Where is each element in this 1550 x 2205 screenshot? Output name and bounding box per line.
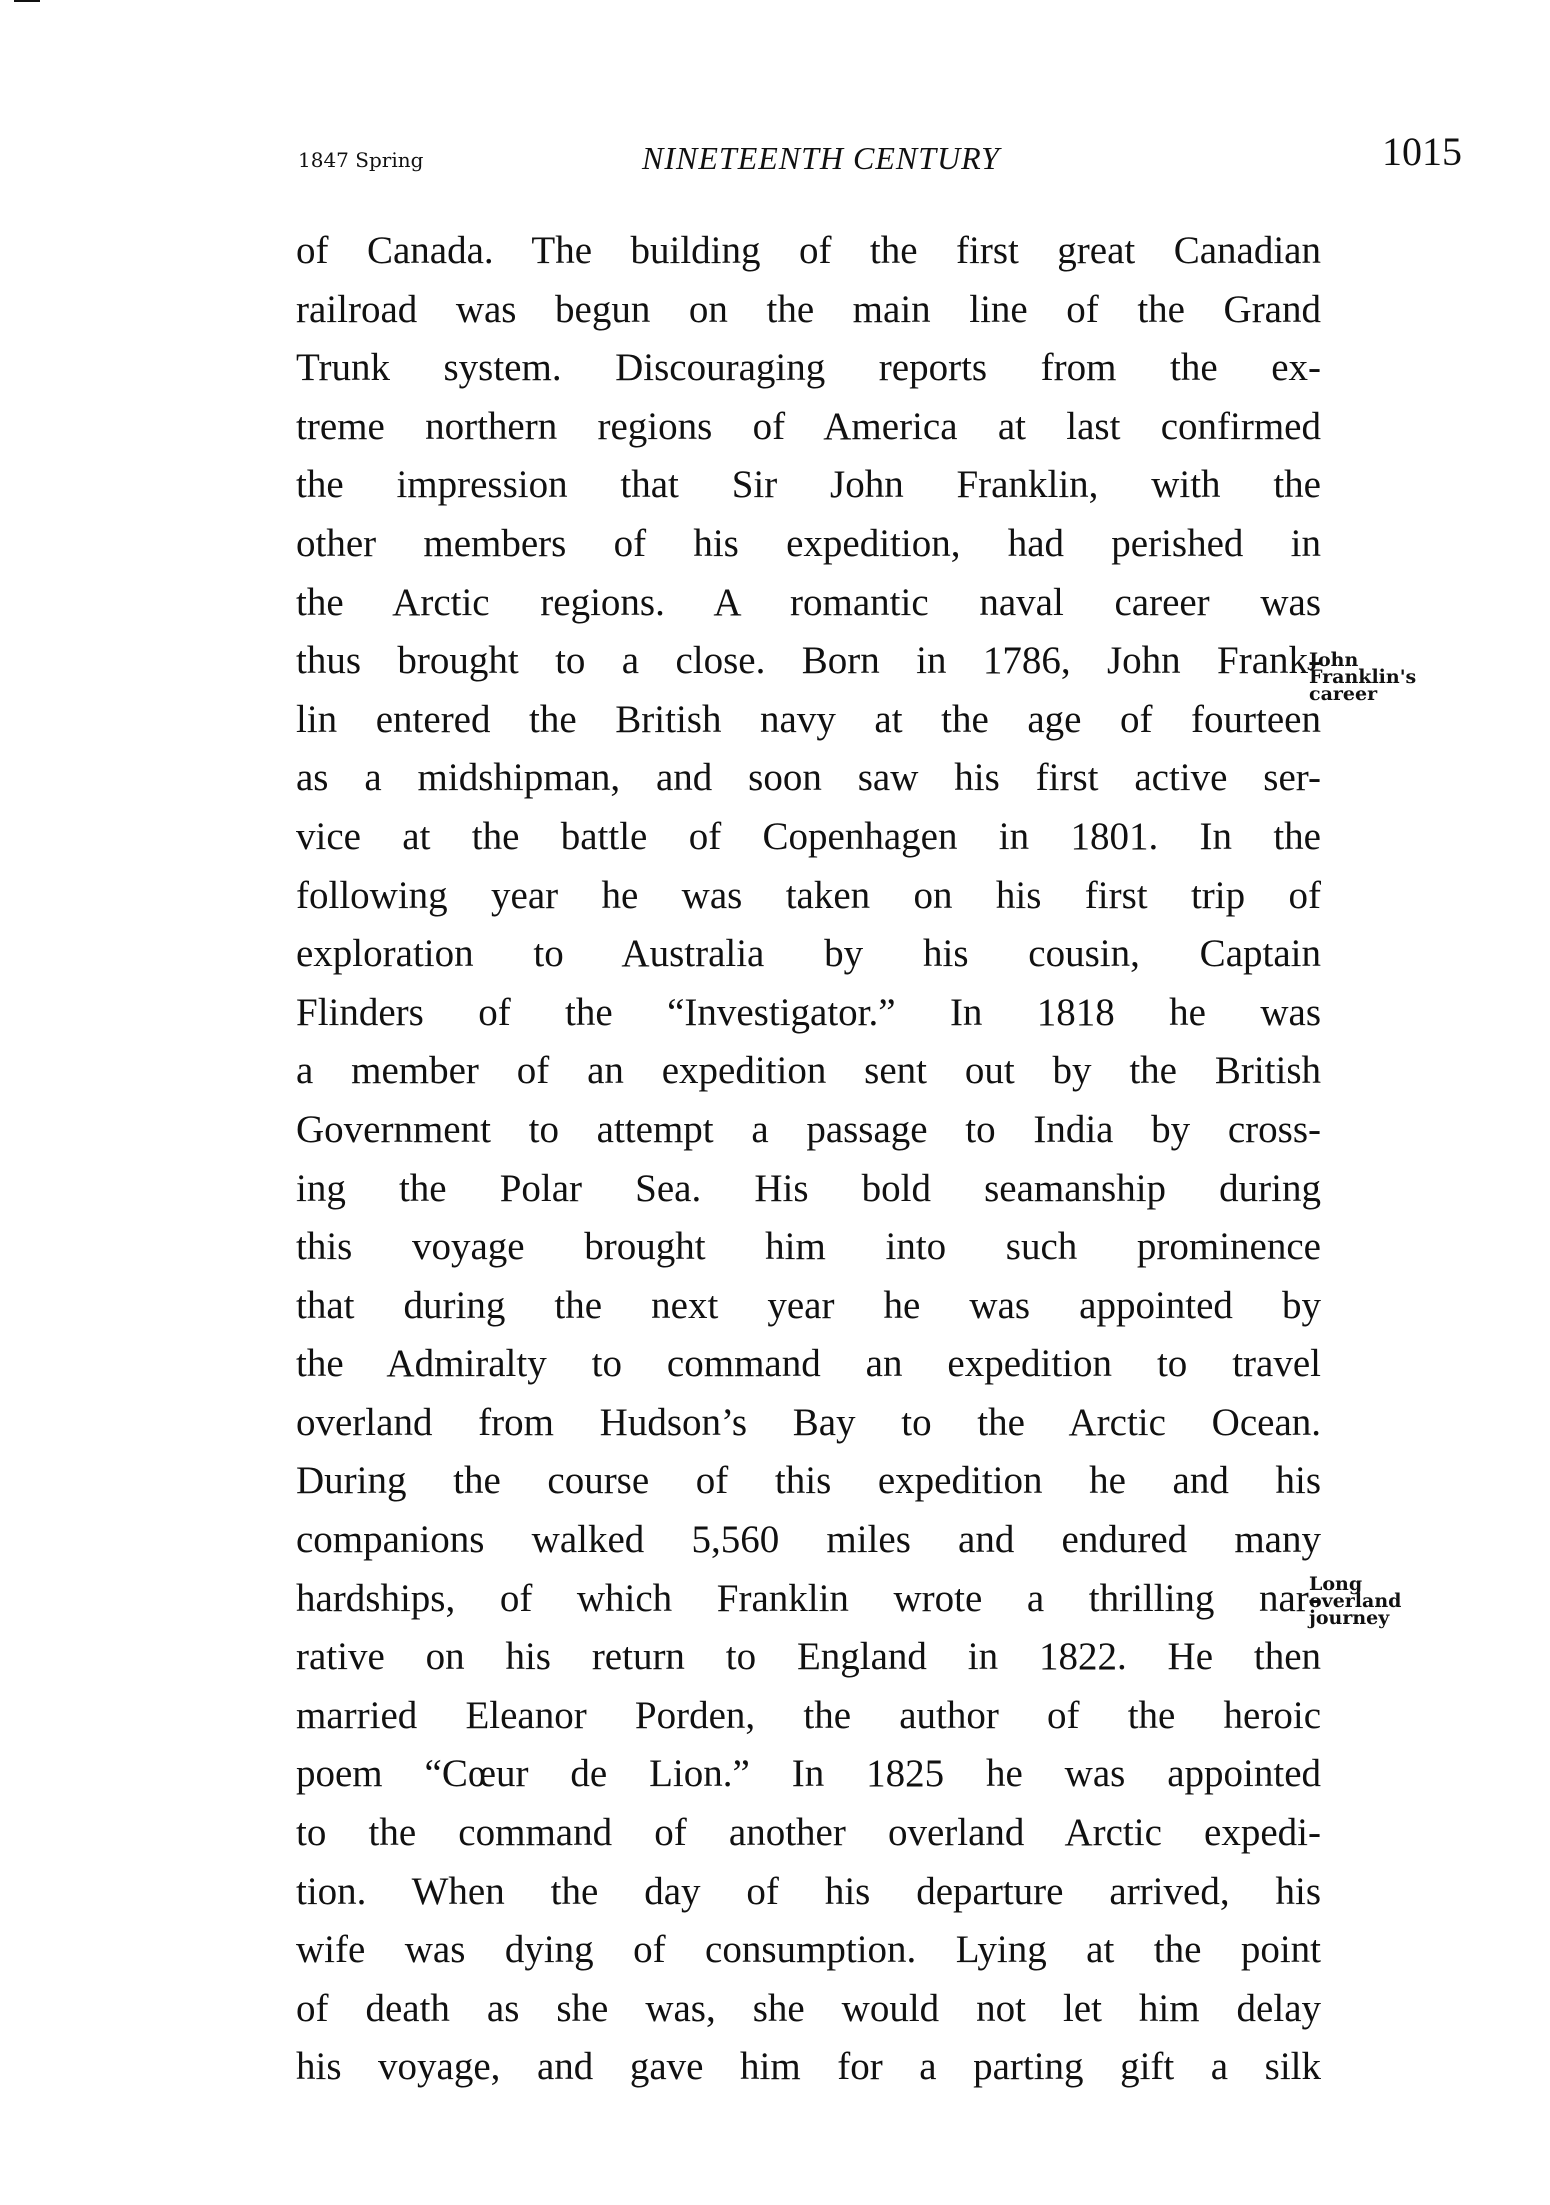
text-line: thus brought to a close. Born in 1786, John Frank- — [296, 639, 1321, 683]
text-line: exploration to Australia by his cousin, Captain — [296, 932, 1321, 976]
text-line: hardships, of which Franklin wrote a thrilling nar- — [296, 1576, 1321, 1620]
header-date-note: 1847 Spring — [298, 148, 424, 172]
text-line: married Eleanor Porden, the author of the heroic — [296, 1693, 1321, 1737]
margin-note-line: John — [1309, 649, 1359, 671]
running-title: NINETEENTH CENTURY — [642, 140, 1000, 176]
text-line: treme northern regions of America at last confirmed — [296, 404, 1321, 448]
page-number: 1015 — [1382, 129, 1462, 174]
text-line: other members of his expedition, had perished in — [296, 521, 1321, 565]
margin-note-line: overland — [1309, 1590, 1402, 1612]
text-line: Government to attempt a passage to India by cross- — [296, 1107, 1321, 1151]
text-line: that during the next year he was appointed by — [296, 1283, 1321, 1327]
text-line: to the command of another overland Arctic expedi- — [296, 1811, 1321, 1855]
text-line: the Arctic regions. A romantic naval career was — [296, 580, 1321, 624]
text-line: wife was dying of consumption. Lying at the point — [296, 1928, 1321, 1972]
corner-rule — [14, 0, 40, 2]
text-line: his voyage, and gave him for a parting gift a silk — [296, 2045, 1321, 2089]
text-line: the Admiralty to command an expedition to travel — [296, 1342, 1321, 1386]
text-line: as a midshipman, and soon saw his first active ser- — [296, 756, 1321, 800]
margin-note-line: journey — [1309, 1607, 1390, 1629]
text-line: tion. When the day of his departure arrived, his — [296, 1869, 1321, 1913]
text-line: this voyage brought him into such prominence — [296, 1225, 1321, 1269]
text-line: a member of an expedition sent out by the British — [296, 1049, 1321, 1093]
margin-note-long-overland-journey — [1309, 1574, 1401, 1629]
text-line: of death as she was, she would not let him delay — [296, 1986, 1321, 2030]
margin-note-line: Franklin's — [1309, 666, 1417, 688]
text-line: companions walked 5,560 miles and endured many — [296, 1518, 1321, 1562]
text-line: vice at the battle of Copenhagen in 1801. In the — [296, 814, 1321, 858]
margin-note-franklin-career — [1309, 650, 1416, 705]
text-line: Flinders of the “Investigator.” In 1818 he was — [296, 990, 1321, 1034]
text-line: overland from Hudson’s Bay to the Arctic Ocean. — [296, 1400, 1321, 1444]
margin-note-line: Long — [1309, 1573, 1363, 1595]
text-line: the impression that Sir John Franklin, with the — [296, 463, 1321, 507]
text-line: of Canada. The building of the first great Canadian — [296, 229, 1321, 272]
text-line: following year he was taken on his first trip of — [296, 873, 1321, 917]
body-text — [296, 222, 1321, 2097]
text-line: lin entered the British navy at the age of fourteen — [296, 697, 1321, 741]
margin-note-line: career — [1309, 683, 1378, 705]
text-line: Trunk system. Discouraging reports from the ex- — [296, 346, 1321, 390]
text-line: ing the Polar Sea. His bold seamanship during — [296, 1166, 1321, 1210]
text-line: rative on his return to England in 1822. He then — [296, 1635, 1321, 1679]
text-line: poem “Cœur de Lion.” In 1825 he was appointed — [296, 1752, 1321, 1796]
text-line: railroad was begun on the main line of the Grand — [296, 287, 1321, 331]
text-line: During the course of this expedition he and his — [296, 1459, 1321, 1503]
